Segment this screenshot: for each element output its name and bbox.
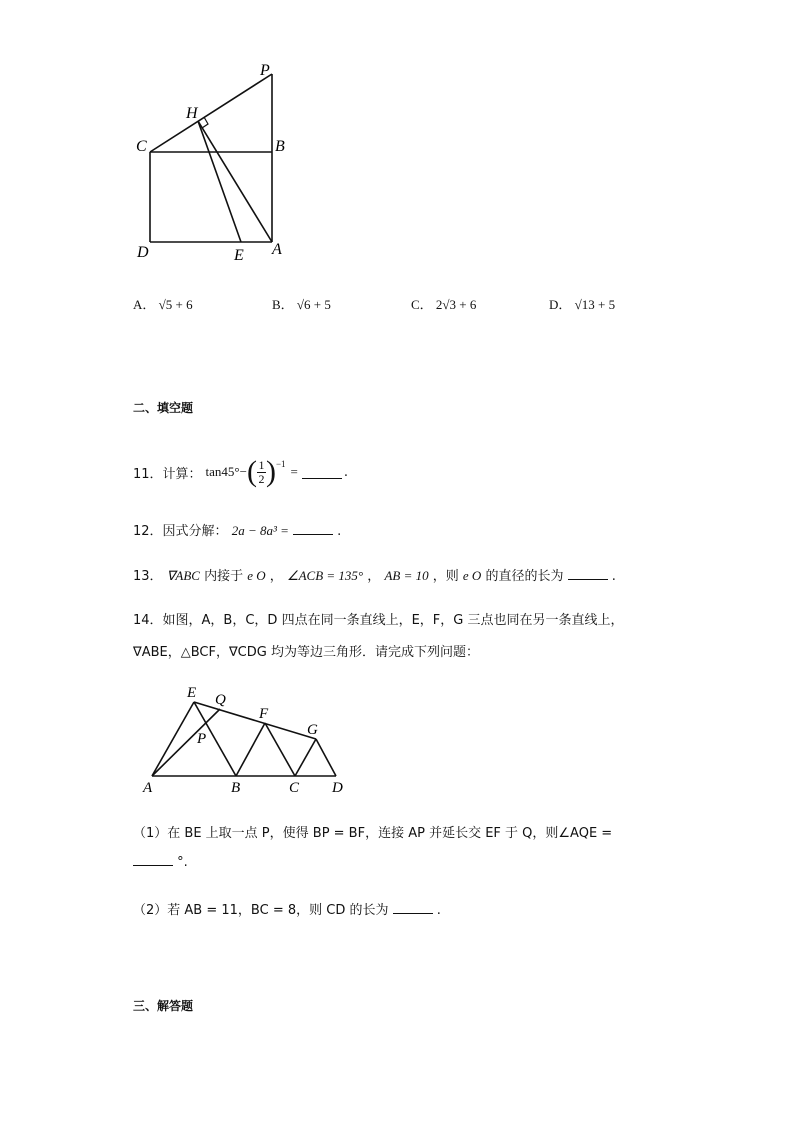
q14-part1-answer-blank[interactable] xyxy=(133,853,173,866)
option-a-text: √5 + 6 xyxy=(158,297,193,312)
option-a-letter: A． xyxy=(133,297,156,312)
label-Q: Q xyxy=(215,692,226,708)
q13-circle: e O xyxy=(247,568,266,583)
section-title-fill-in: 二、填空题 xyxy=(133,401,194,415)
segment-GD xyxy=(316,739,336,776)
option-d-text: √13 + 5 xyxy=(574,297,616,312)
q13-text-then: ，则 xyxy=(432,569,459,584)
q11-number: 11．计算： xyxy=(133,466,202,482)
label-C: C xyxy=(289,780,300,796)
question-11 xyxy=(133,455,348,489)
q13-angle: ∠ACB = 135° xyxy=(286,568,364,583)
label-H: H xyxy=(186,105,198,122)
question-13 xyxy=(133,565,616,584)
label-F: F xyxy=(259,706,269,722)
q14-part2-answer-blank[interactable] xyxy=(393,901,433,914)
question-14-line-2: ∇ABE，△BCF，∇CDG 均为等边三角形．请完成下列问题： xyxy=(133,645,479,660)
question-12 xyxy=(133,520,341,539)
figure-equilateral-triangles xyxy=(135,680,355,800)
option-b xyxy=(272,294,331,313)
segment-AQ xyxy=(152,709,220,776)
label-E: E xyxy=(187,685,197,701)
q14-part1-text: （1）在 BE 上取一点 P，使得 BP = BF，连接 AP 并延长交 EF 于 Q，则∠AQE = xyxy=(133,826,613,841)
segment-AE xyxy=(152,702,194,776)
q11-equals: = xyxy=(290,464,298,479)
q13-text-inscribed: 内接于 xyxy=(204,569,244,584)
q14-part1-degree: °. xyxy=(177,855,188,870)
q11-exponent: −1 xyxy=(275,459,286,469)
q11-frac-num: 1 xyxy=(258,457,265,472)
q13-answer-blank[interactable] xyxy=(568,567,608,580)
question-14-part-1 xyxy=(133,822,612,841)
label-P: P xyxy=(197,731,207,747)
q11-frac-den: 2 xyxy=(258,471,265,486)
q11-period: . xyxy=(343,464,349,480)
option-b-text: √6 + 5 xyxy=(296,297,331,312)
q13-circle-2: e O xyxy=(462,568,482,583)
label-A: A xyxy=(143,780,153,796)
segment-CP xyxy=(150,74,272,152)
label-G: G xyxy=(307,722,318,738)
option-c xyxy=(411,294,476,313)
q13-text-diameter: 的直径的长为 xyxy=(485,569,564,584)
option-a xyxy=(133,294,193,313)
q13-number: 13． xyxy=(133,569,163,584)
label-C: C xyxy=(136,138,147,155)
option-d xyxy=(549,294,615,313)
q13-comma-2: ， xyxy=(367,569,381,584)
label-A: A xyxy=(272,241,282,258)
segment-CG xyxy=(295,739,316,776)
q13-triangle: ∇ABC xyxy=(166,568,200,583)
label-B: B xyxy=(231,780,241,796)
q13-period: . xyxy=(611,569,616,584)
q12-number: 12．因式分解： xyxy=(133,524,228,539)
option-c-text: 2√3 + 6 xyxy=(435,297,477,312)
label-D: D xyxy=(137,244,149,261)
section-title-solutions: 三、解答题 xyxy=(133,999,194,1013)
figure-rectangle-diagram xyxy=(120,55,320,270)
q12-period: . xyxy=(337,524,342,539)
question-14-part-2 xyxy=(133,899,441,918)
q14-part2-text: （2）若 AB = 11，BC = 8，则 CD 的长为 xyxy=(133,903,389,918)
option-c-letter: C． xyxy=(411,297,433,312)
q11-paren-frac: ( 1 2 ) −1 xyxy=(246,455,286,488)
label-E: E xyxy=(234,247,244,264)
option-d-letter: D． xyxy=(549,297,572,312)
segment-BF xyxy=(236,723,265,776)
label-D: D xyxy=(332,780,343,796)
question-14-line-1: 14．如图，A，B，C，D 四点在同一条直线上，E，F，G 三点也同在另一条直线上， xyxy=(133,613,624,628)
q12-answer-blank[interactable] xyxy=(293,522,333,535)
label-P: P xyxy=(260,62,270,79)
q14-part2-period: . xyxy=(436,903,441,918)
q13-ab: AB = 10 xyxy=(384,568,429,583)
q12-expr: 2a − 8a³ = xyxy=(231,523,289,538)
q13-comma-1: ， xyxy=(269,569,283,584)
question-14-part-1-answer xyxy=(133,853,188,870)
q11-answer-blank[interactable] xyxy=(302,466,342,479)
option-b-letter: B． xyxy=(272,297,294,312)
q11-expr: tan45°− xyxy=(205,464,247,479)
label-B: B xyxy=(275,138,285,155)
